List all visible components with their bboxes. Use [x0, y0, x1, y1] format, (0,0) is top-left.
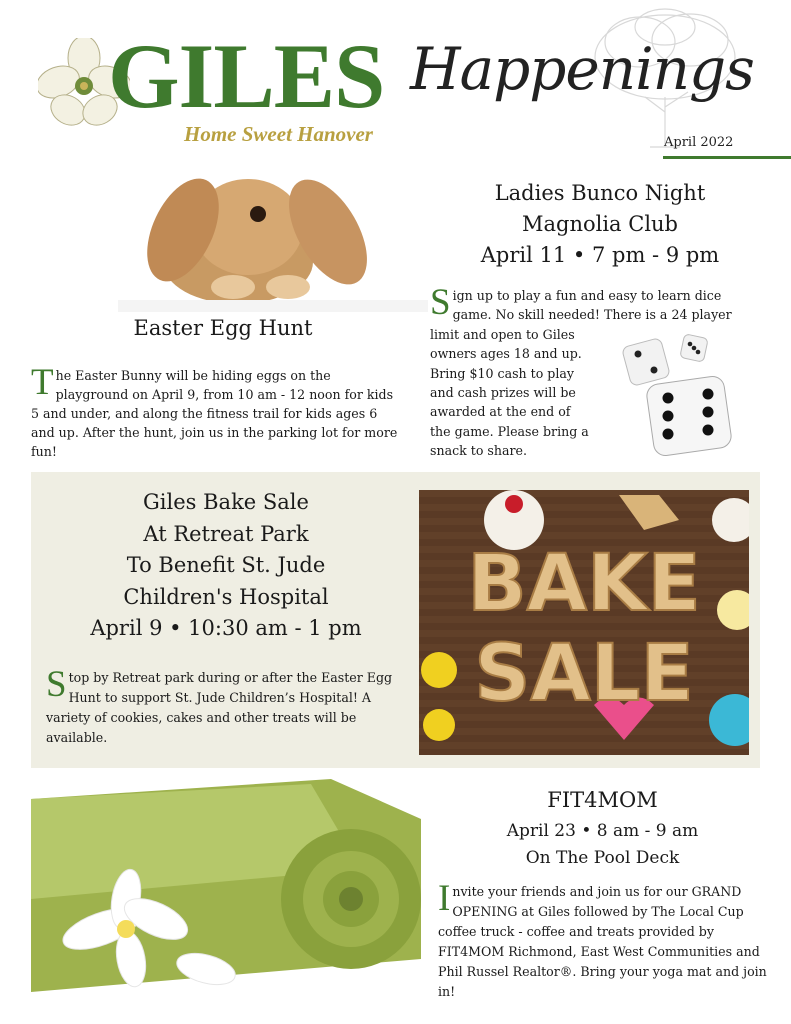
bunco-line: and cash prizes will be — [430, 385, 576, 401]
bunny-photo — [58, 152, 428, 312]
bunco-line: the game. Please bring a — [430, 423, 589, 439]
fit4mom-body: nvite your friends and join us for our GRAND OPENING at Giles followed by The Local Cup coffee truck - coffee and treats provided by FIT4MOM Richmond, East West Communities and Phil Russel Realtor®. Bring your yoga mat and join in! — [438, 884, 767, 999]
bake-title-line: At Retreat Park — [143, 521, 309, 546]
yoga-mat-photo — [31, 779, 421, 992]
bake-title-line: Children's Hospital — [123, 584, 329, 609]
bake-body: top by Retreat park during or after the Easter Egg Hunt to support St. Jude Children’s Hospital! A variety of cookies, cakes and other treats will be available. — [46, 670, 393, 745]
easter-body: he Easter Bunny will be hiding eggs on the playground on April 9, from 10 am - 12 noon for kids 5 and under, and along the fitness trail for kids ages 6 and up. After the hunt, join us in the parking lot for more fun! — [31, 368, 398, 459]
bake-sale-photo — [419, 490, 749, 755]
fit4mom-description — [438, 878, 778, 1002]
date-underline — [663, 156, 791, 159]
newsletter-title: Happenings — [410, 35, 754, 103]
cookie-word-sale: SALE — [474, 629, 694, 719]
bake-date-line: April 9 • 10:30 am - 1 pm — [90, 616, 362, 640]
drop-cap: T — [31, 362, 54, 403]
bunco-title-line: Magnolia Club — [521, 212, 678, 236]
issue-date: April 2022 — [664, 135, 734, 150]
brand-title: GILES — [108, 25, 385, 127]
bake-title-line: To Benefit St. Jude — [126, 553, 326, 577]
fit4mom-details — [430, 818, 775, 872]
bunco-line: limit and open to Giles — [430, 326, 575, 342]
drop-cap: S — [430, 282, 451, 323]
drop-cap: S — [46, 664, 67, 705]
bunco-line: snack to share. — [430, 443, 527, 459]
bunco-date-line: April 11 • 7 pm - 9 pm — [480, 243, 720, 267]
fit4mom-date: April 23 • 8 am - 9 am — [506, 821, 699, 841]
bunco-title — [425, 178, 775, 271]
dice-icon — [620, 332, 740, 462]
bunco-line: owners ages 18 and up. — [430, 346, 582, 362]
easter-title: Easter Egg Hunt — [133, 316, 313, 340]
cookie-word-bake: BAKE — [467, 539, 701, 629]
bunco-line: awarded at the end of — [430, 404, 571, 420]
bake-sale-description — [46, 664, 406, 748]
bunco-title-line: Ladies Bunco Night — [494, 181, 706, 205]
fit4mom-title: FIT4MOM — [547, 788, 658, 812]
fit4mom-location: On The Pool Deck — [525, 848, 680, 868]
drop-cap: I — [438, 878, 451, 919]
bake-title-line: Giles Bake Sale — [143, 490, 309, 514]
bake-sale-title — [40, 487, 412, 645]
bunco-body-wide: ign up to play a fun and easy to learn dice game. No skill needed! There is a 24 player — [452, 288, 732, 323]
bunco-line: Bring $10 cash to play — [430, 365, 575, 381]
tagline: Home Sweet Hanover — [184, 122, 373, 146]
easter-description — [31, 362, 401, 461]
